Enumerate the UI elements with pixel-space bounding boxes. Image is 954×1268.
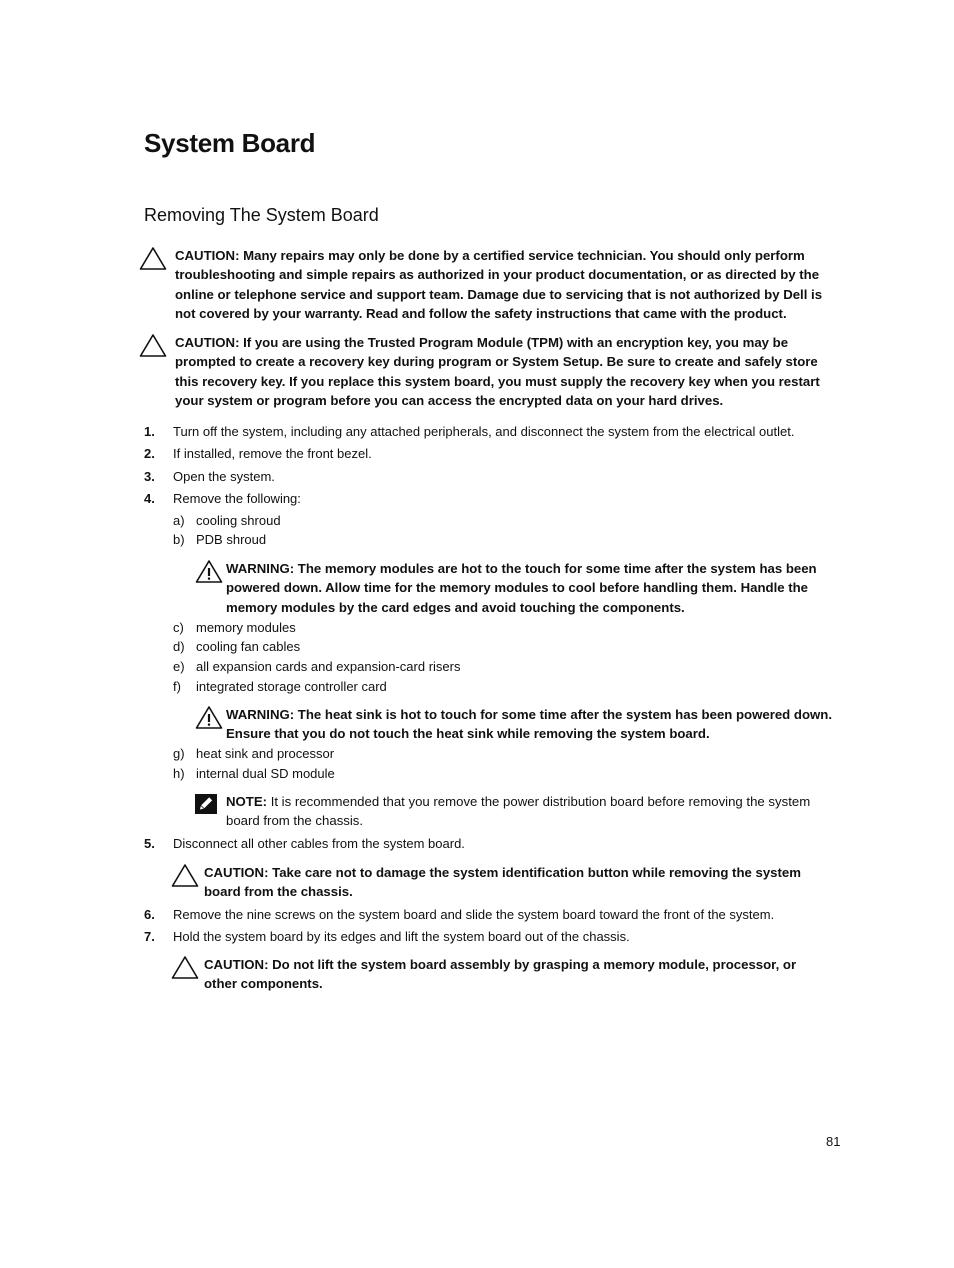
page-title: System Board — [144, 128, 316, 158]
substep-text: all expansion cards and expansion-card risers — [196, 659, 461, 674]
step-text: Remove the following: — [173, 491, 301, 506]
section-title: Removing The System Board — [144, 205, 379, 225]
caution-text: CAUTION: Do not lift the system board assembly by grasping a memory module, processor, or other components. — [204, 957, 797, 992]
substep-letter: g) — [173, 746, 185, 761]
substep-letter: f) — [173, 679, 181, 694]
step-text: Disconnect all other cables from the system board. — [173, 836, 465, 851]
note-text — [226, 792, 840, 831]
substep-text: heat sink and processor — [196, 746, 335, 761]
substep-text: internal dual SD module — [196, 766, 335, 781]
step-number: 1. — [144, 424, 155, 439]
substep-text: memory modules — [196, 620, 296, 635]
caution-text: CAUTION: Take care not to damage the system identification button while removing the system board from the chassis. — [204, 865, 801, 900]
caution-text: CAUTION: Many repairs may only be done by a certified service technician. You should only perform troubleshooting and simple repairs as authorized in your product documentation, or as directed by the online or telephone service and support team. Damage due to servicing that is not authorized by Dell is not covered by your warranty. Read and follow the safety instructions that came with the product. — [175, 248, 823, 321]
substep-text: PDB shroud — [196, 532, 267, 547]
step-text: If installed, remove the front bezel. — [173, 446, 372, 461]
page-number: 81 — [826, 1134, 841, 1149]
step-number: 3. — [144, 469, 155, 484]
caution-text: CAUTION: If you are using the Trusted Program Module (TPM) with an encryption key, you may be prompted to create a recovery key during program or System Setup. Be sure to create and safely store this recovery key. If you replace this system board, you must supply the recovery key when you restart your system or program before you can access the encrypted data on your hard drives. — [175, 335, 820, 408]
substep-letter: d) — [173, 639, 185, 654]
substep-text: cooling fan cables — [196, 639, 301, 654]
caution-triangle-icon — [171, 863, 199, 888]
substep-text: cooling shroud — [196, 513, 281, 528]
step-text: Turn off the system, including any attached peripherals, and disconnect the system from the electrical outlet. — [173, 424, 795, 439]
warning-triangle-icon — [195, 559, 223, 584]
warning-text: WARNING: The memory modules are hot to the touch for some time after the system has been powered down. Allow time for the memory modules to cool before handling them. Handle the memory modules by the card edges and avoid touching the components. — [226, 561, 817, 615]
caution-triangle-icon — [139, 246, 167, 271]
step-text: Hold the system board by its edges and lift the system board out of the chassis. — [173, 929, 630, 944]
substep-letter: b) — [173, 532, 185, 547]
substep-letter: e) — [173, 659, 185, 674]
step-number: 5. — [144, 836, 155, 851]
warning-text: WARNING: The heat sink is hot to touch for some time after the system has been powered down. Ensure that you do not touch the heat sink while removing the system board. — [226, 707, 832, 742]
caution-triangle-icon — [171, 955, 199, 980]
step-number: 4. — [144, 491, 155, 506]
note-body: It is recommended that you remove the power distribution board before removing the system board from the chassis. — [226, 794, 811, 829]
note-label: NOTE: — [226, 794, 268, 809]
step-text: Remove the nine screws on the system board and slide the system board toward the front of the system. — [173, 907, 775, 922]
substep-letter: a) — [173, 513, 185, 528]
substep-letter: c) — [173, 620, 184, 635]
warning-triangle-icon — [195, 705, 223, 730]
step-number: 2. — [144, 446, 155, 461]
substep-text: integrated storage controller card — [196, 679, 387, 694]
step-number: 6. — [144, 907, 155, 922]
step-number: 7. — [144, 929, 155, 944]
step-text: Open the system. — [173, 469, 275, 484]
note-pencil-icon — [195, 794, 217, 814]
substep-letter: h) — [173, 766, 185, 781]
caution-triangle-icon — [139, 333, 167, 358]
